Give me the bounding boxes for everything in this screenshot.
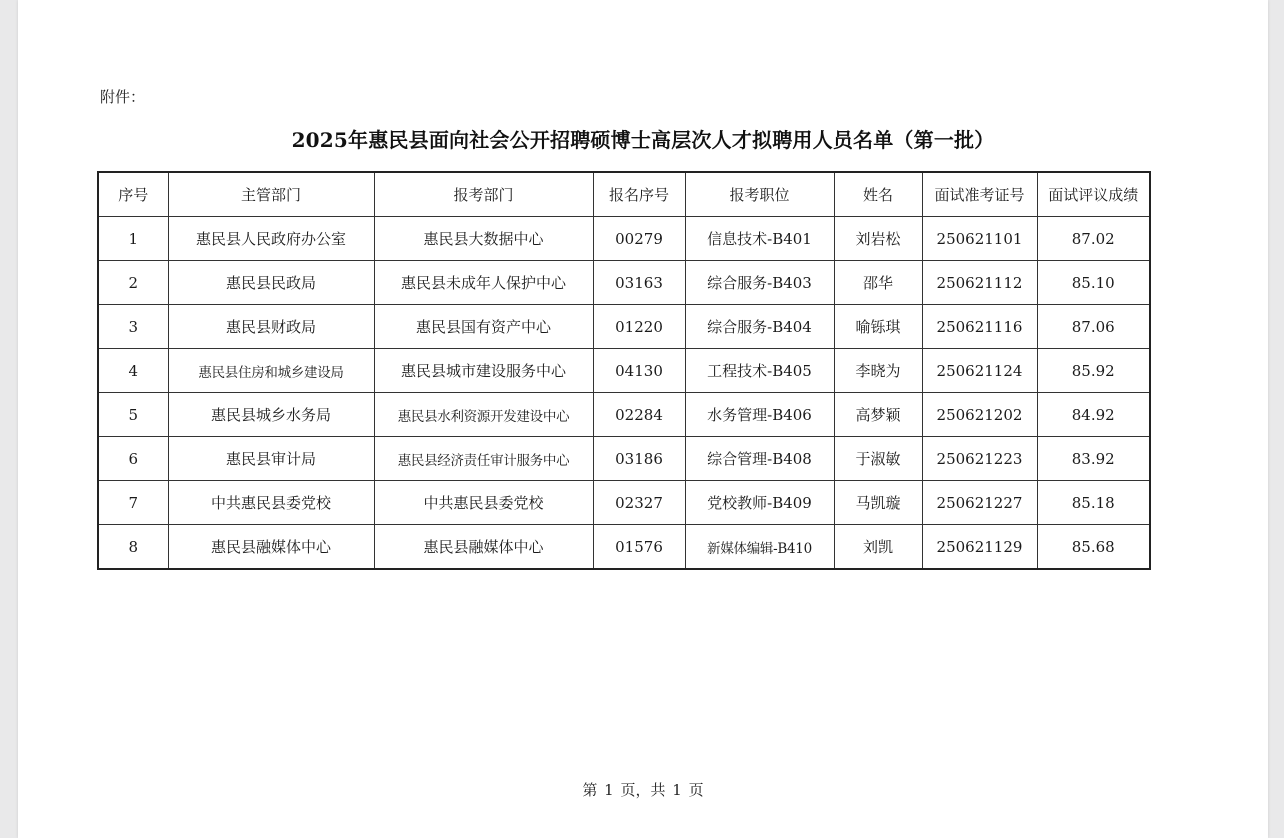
cell-position: 党校教师-B409: [685, 481, 834, 525]
attachment-label: 附件：: [100, 88, 146, 106]
document-title: 2025年惠民县面向社会公开招聘硕博士高层次人才拟聘用人员名单（第一批）: [291, 128, 995, 152]
document-page: [18, 0, 1268, 838]
table-header-row: [98, 172, 1150, 217]
table-row: [98, 437, 1150, 481]
cell-admission-no: 250621116: [922, 305, 1037, 349]
cell-registration-no: 03186: [593, 437, 685, 481]
cell-interview-score: 87.02: [1037, 217, 1150, 261]
cell-applied-dept: 惠民县国有资产中心: [374, 305, 593, 349]
header-admission-no: 面试准考证号: [922, 172, 1037, 217]
cell-applied-dept: 惠民县大数据中心: [374, 217, 593, 261]
cell-supervising-dept: 惠民县民政局: [168, 261, 374, 305]
table-row: [98, 217, 1150, 261]
cell-admission-no: 250621124: [922, 349, 1037, 393]
cell-index: 7: [98, 481, 168, 525]
cell-index: 3: [98, 305, 168, 349]
cell-admission-no: 250621129: [922, 525, 1037, 570]
table-row: [98, 349, 1150, 393]
cell-name: 于淑敏: [834, 437, 922, 481]
cell-index: 5: [98, 393, 168, 437]
cell-index: 8: [98, 525, 168, 570]
cell-interview-score: 84.92: [1037, 393, 1150, 437]
cell-registration-no: 01220: [593, 305, 685, 349]
cell-name: 邵华: [834, 261, 922, 305]
cell-interview-score: 83.92: [1037, 437, 1150, 481]
cell-position: 综合管理-B408: [685, 437, 834, 481]
cell-applied-dept: 惠民县未成年人保护中心: [374, 261, 593, 305]
cell-applied-dept: 中共惠民县委党校: [374, 481, 593, 525]
cell-supervising-dept: 惠民县财政局: [168, 305, 374, 349]
cell-admission-no: 250621112: [922, 261, 1037, 305]
cell-registration-no: 00279: [593, 217, 685, 261]
cell-position: 综合服务-B404: [685, 305, 834, 349]
cell-registration-no: 02327: [593, 481, 685, 525]
cell-position: 工程技术-B405: [685, 349, 834, 393]
cell-position: 新媒体编辑-B410: [685, 525, 834, 570]
cell-index: 4: [98, 349, 168, 393]
cell-applied-dept: 惠民县经济责任审计服务中心: [374, 437, 593, 481]
table-row: [98, 261, 1150, 305]
header-name: 姓名: [834, 172, 922, 217]
cell-interview-score: 87.06: [1037, 305, 1150, 349]
header-position: 报考职位: [685, 172, 834, 217]
cell-supervising-dept: 惠民县人民政府办公室: [168, 217, 374, 261]
cell-registration-no: 04130: [593, 349, 685, 393]
cell-index: 2: [98, 261, 168, 305]
cell-index: 1: [98, 217, 168, 261]
cell-interview-score: 85.10: [1037, 261, 1150, 305]
cell-applied-dept: 惠民县水利资源开发建设中心: [374, 393, 593, 437]
cell-name: 刘凯: [834, 525, 922, 570]
cell-position: 水务管理-B406: [685, 393, 834, 437]
cell-interview-score: 85.18: [1037, 481, 1150, 525]
cell-name: 李晓为: [834, 349, 922, 393]
cell-interview-score: 85.92: [1037, 349, 1150, 393]
cell-admission-no: 250621227: [922, 481, 1037, 525]
table-row: [98, 525, 1150, 570]
header-registration-no: 报名序号: [593, 172, 685, 217]
cell-interview-score: 85.68: [1037, 525, 1150, 570]
cell-admission-no: 250621101: [922, 217, 1037, 261]
cell-index: 6: [98, 437, 168, 481]
table-row: [98, 481, 1150, 525]
cell-position: 综合服务-B403: [685, 261, 834, 305]
cell-supervising-dept: 惠民县审计局: [168, 437, 374, 481]
cell-applied-dept: 惠民县融媒体中心: [374, 525, 593, 570]
cell-admission-no: 250621223: [922, 437, 1037, 481]
table-row: [98, 305, 1150, 349]
cell-supervising-dept: 惠民县融媒体中心: [168, 525, 374, 570]
cell-registration-no: 03163: [593, 261, 685, 305]
cell-position: 信息技术-B401: [685, 217, 834, 261]
cell-supervising-dept: 惠民县城乡水务局: [168, 393, 374, 437]
cell-name: 马凯璇: [834, 481, 922, 525]
cell-name: 高梦颖: [834, 393, 922, 437]
cell-applied-dept: 惠民县城市建设服务中心: [374, 349, 593, 393]
page-footer: 第 1 页，共 1 页: [582, 781, 704, 799]
cell-name: 刘岩松: [834, 217, 922, 261]
header-index: 序号: [98, 172, 168, 217]
cell-supervising-dept: 惠民县住房和城乡建设局: [168, 349, 374, 393]
cell-registration-no: 02284: [593, 393, 685, 437]
cell-supervising-dept: 中共惠民县委党校: [168, 481, 374, 525]
header-interview-score: 面试评议成绩: [1037, 172, 1150, 217]
table-row: [98, 393, 1150, 437]
cell-registration-no: 01576: [593, 525, 685, 570]
header-applied-dept: 报考部门: [374, 172, 593, 217]
cell-name: 喻铄琪: [834, 305, 922, 349]
header-supervising-dept: 主管部门: [168, 172, 374, 217]
hiring-roster-table: [97, 171, 1151, 570]
cell-admission-no: 250621202: [922, 393, 1037, 437]
